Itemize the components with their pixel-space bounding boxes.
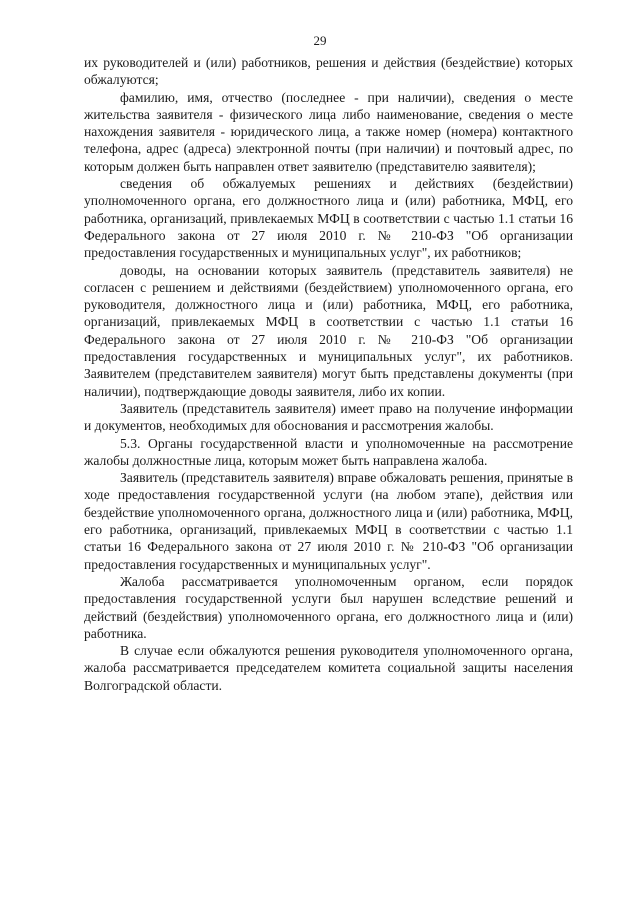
paragraph-4: доводы, на основании которых заявитель (представитель заявителя) не согласен с решением и действиями (бездействием) уполномоченного органа, его руководителя, должностного лица и (или) работника, МФЦ, его работника, организаций, привлекаемых МФЦ в соответствии с частью 1.1 статьи 16 Федерального закона от 27 июля 2010 г. № 210-ФЗ "Об организации предоставления государственных и муниципальных услуг", их работников. Заявителем (представителем заявителя) могут быть представлены документы (при наличии), подтверждающие доводы заявителя, либо их копии. [84,262,573,399]
paragraph-8: Жалоба рассматривается уполномоченным органом, если порядок предоставления государственной услуги был нарушен вследствие решений и действий (бездействия) уполномоченного органа, его должностного лица и (или) работника. [84,573,573,641]
paragraph-7: Заявитель (представитель заявителя) вправе обжаловать решения, принятые в ходе предоставления государственной услуги (на любом этапе), действия или бездействие уполномоченного органа, должностного лица и (или) работника, МФЦ, его работника, организаций, привлекаемых МФЦ в соответствии с частью 1.1 статьи 16 Федерального закона от 27 июля 2010 г. № 210-ФЗ "Об организации предоставления государственных и муниципальных услуг". [84,470,573,572]
document-body [84,54,573,694]
page-number: 29 [313,33,327,48]
paragraph-1: их руководителей и (или) работников, решения и действия (бездействие) которых обжалуются; [84,55,573,88]
paragraph-5: Заявитель (представитель заявителя) имеет право на получение информации и документов, необходимых для обоснования и рассмотрения жалобы. [84,400,573,434]
paragraph-2: фамилию, имя, отчество (последнее - при наличии), сведения о месте жительства заявителя - физического лица либо наименование, сведения о месте нахождения заявителя - юридического лица, а также номер (номера) контактного телефона, адрес (адреса) электронной почты (при наличии) и почтовый адрес, по которым должен быть направлен ответ заявителю (представителю заявителя); [84,89,573,174]
paragraph-3: сведения об обжалуемых решениях и действиях (бездействии) уполномоченного органа, его должностного лица и (или) работника, МФЦ, его работника, организаций, привлекаемых МФЦ в соответствии с частью 1.1 статьи 16 Федерального закона от 27 июля 2010 г. № 210-ФЗ "Об организации предоставления государственных и муниципальных услуг", их работников; [84,176,573,261]
paragraph-6: 5.3. Органы государственной власти и уполномоченные на рассмотрение жалобы должностные лица, которым может быть направлена жалоба. [84,435,573,468]
paragraph-9: В случае если обжалуются решения руководителя уполномоченного органа, жалоба рассматривается председателем комитета социальной защиты населения Волгоградской области. [84,643,573,693]
